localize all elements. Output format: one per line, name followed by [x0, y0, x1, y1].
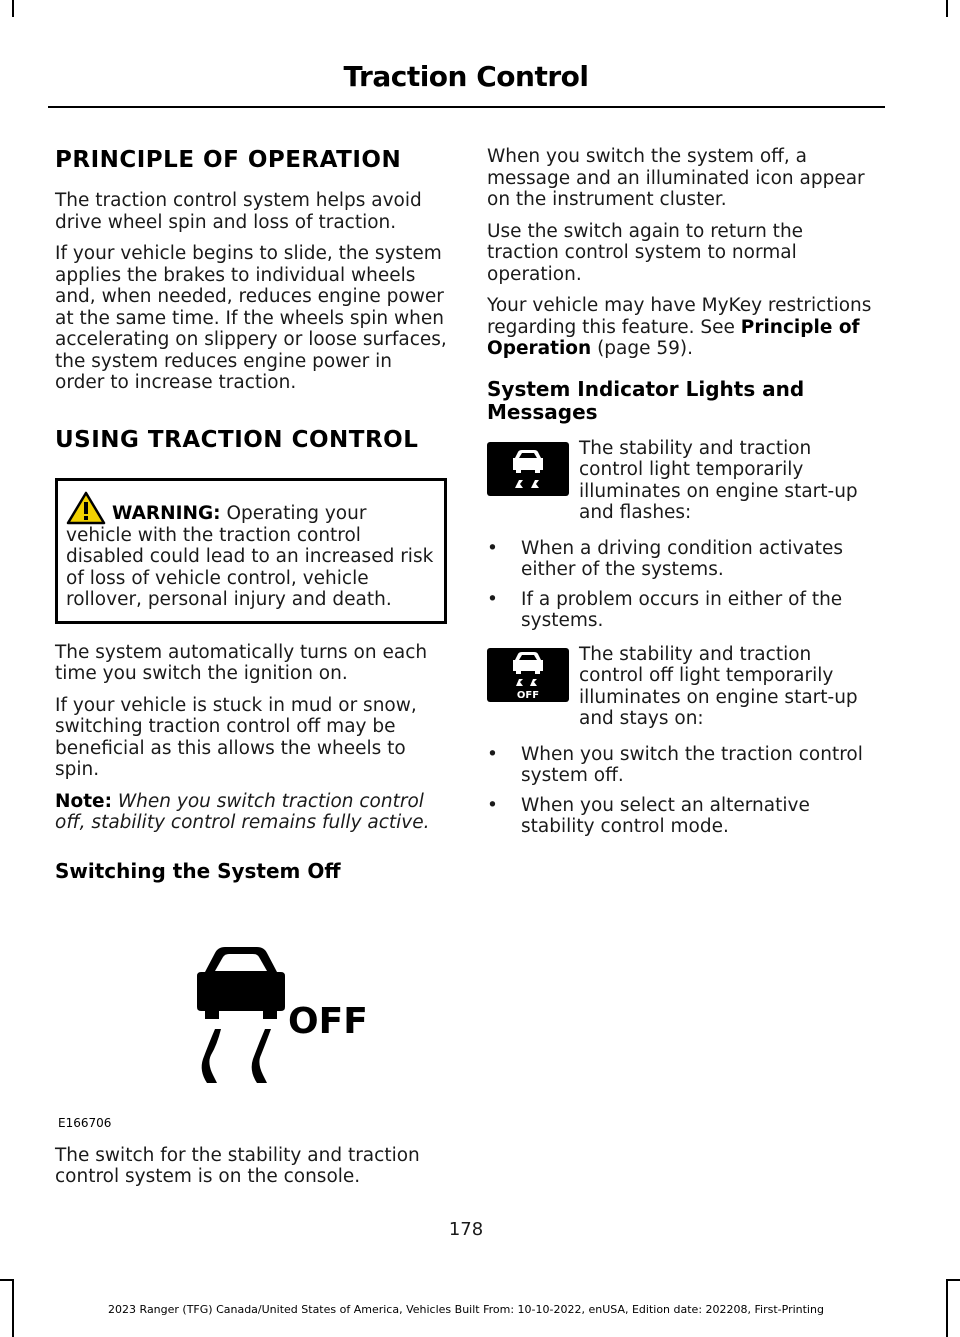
right-column: [487, 146, 879, 850]
paragraph-mykey: [487, 295, 879, 360]
title-rule: [48, 106, 885, 108]
paragraph-auto-on: The system automatically turns on each time you switch the ignition on.: [55, 641, 428, 684]
left-column: [55, 146, 447, 1198]
page-title: Traction Control: [343, 60, 589, 93]
indicator-row-stability-off: [487, 644, 879, 730]
paragraph-stuck-in-mud: If your vehicle is stuck in mud or snow, switching traction control off may be beneficial as this allows the wheels to spin.: [55, 694, 417, 780]
principle-of-operation-link[interactable]: Principle of Operation: [487, 316, 860, 359]
list-item: • If a problem occurs in either of the systems.: [487, 589, 879, 632]
warning-label: WARNING:: [112, 502, 221, 524]
paragraph-switch-again: Use the switch again to return the traction control system to normal operation.: [487, 220, 804, 285]
heading-using-traction-control: USING TRACTION CONTROL: [55, 426, 419, 453]
footer-text: 2023 Ranger (TFG) Canada/United States of America, Vehicles Built From: 10-10-2022, enUSA, Edition date: 202208, First-Printing: [108, 1303, 824, 1316]
crop-mark-bottom-right-v: [946, 1280, 948, 1337]
heading-principle-of-operation: PRINCIPLE OF OPERATION: [55, 147, 402, 173]
note-paragraph: [55, 791, 447, 834]
paragraph-traction-intro: The traction control system helps avoid drive wheel spin and loss of traction.: [55, 190, 422, 233]
crop-mark-bottom-right-h: [946, 1279, 960, 1281]
figure-off-label: OFF: [288, 1000, 368, 1042]
page-number: 178: [448, 1219, 484, 1240]
note-label: Note:: [55, 790, 112, 812]
paragraph-switch-location: The switch for the stability and traction control system is on the console.: [55, 1144, 420, 1187]
list-item: • When you select an alternative stability control mode.: [487, 795, 879, 838]
list-item: • When a driving condition activates either of the systems.: [487, 538, 879, 581]
heading-switching-system-off: Switching the System Off: [55, 858, 341, 883]
warning-text: Operating your vehicle with the traction control disabled could lead to an increased risk of loss of vehicle control, vehicle rollover, personal injury and death.: [66, 502, 434, 610]
bullet-list-activation: [487, 538, 879, 632]
traction-control-off-icon: [55, 895, 447, 1105]
warning-box: [55, 478, 447, 624]
traction-control-off-figure: [55, 895, 447, 1135]
stability-traction-off-light-icon: [487, 648, 569, 702]
crop-mark-bottom-left-h: [0, 1279, 14, 1281]
indicator-off-label: OFF: [516, 689, 540, 701]
figure-code: E166706: [58, 1116, 112, 1130]
warning-triangle-icon: [66, 491, 106, 525]
stability-traction-light-icon: [487, 442, 569, 496]
indicator-text-stability-off: The stability and traction control off light temporarily illuminates on engine start-up and stays on:: [579, 643, 858, 729]
mykey-text: Your vehicle may have MyKey restrictions regarding this feature. See: [487, 295, 872, 338]
crop-mark-top-right: [946, 0, 948, 17]
crop-mark-top-left: [12, 0, 14, 17]
mykey-page-ref: (page 59).: [591, 338, 694, 359]
list-item: • When you switch the traction control system off.: [487, 744, 879, 787]
indicator-text-stability: The stability and traction control light temporarily illuminates on engine start-up and flashes:: [579, 437, 858, 523]
paragraph-switch-off-message: When you switch the system off, a message and an illuminated icon appear on the instrument cluster.: [487, 146, 865, 210]
heading-system-indicator-lights: System Indicator Lights and Messages: [487, 376, 805, 424]
bullet-list-off-conditions: [487, 744, 879, 838]
note-text: When you switch traction control off, stability control remains fully active.: [55, 790, 430, 833]
indicator-row-stability: [487, 438, 879, 524]
paragraph-slide-behavior: If your vehicle begins to slide, the system applies the brakes to individual wheels and, when needed, reduces engine power at the same time. If the wheels spin when accelerating on slippery or loose surfaces, the system reduces engine power in order to increase traction.: [55, 243, 447, 393]
